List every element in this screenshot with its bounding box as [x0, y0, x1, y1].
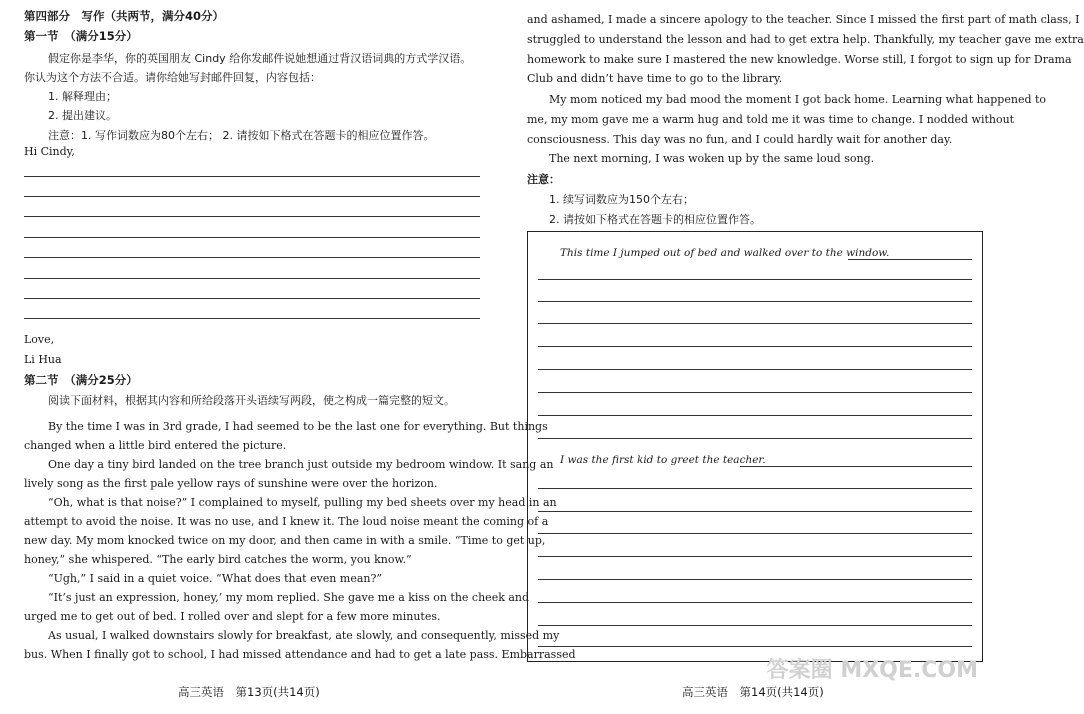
answer-line[interactable]	[538, 533, 972, 534]
paragraph1-opening: This time I jumped out of bed and walked over to the window.	[560, 247, 890, 259]
section2-heading: 第二节 （满分25分）	[24, 373, 138, 387]
answer-line[interactable]	[538, 625, 972, 626]
answer-line[interactable]	[24, 257, 480, 258]
answer-line[interactable]	[538, 488, 972, 489]
note-item2: 2. 请按如下格式在答题卡的相应位置作答。	[549, 213, 761, 226]
section2-prompt: 阅读下面材料，根据其内容和所给段落开头语续写两段，使之构成一篇完整的短文。	[48, 394, 455, 407]
answer-line[interactable]	[24, 237, 480, 238]
story-line: me, my mom gave me a warm hug and told me it was time to change. I nodded without	[527, 113, 1015, 126]
watermark-text: 答案圈 MXQE.COM	[766, 658, 978, 683]
story-line: struggled to understand the lesson and had to get extra help. Thankfully, my teacher gave me extra	[527, 33, 1084, 46]
answer-line[interactable]	[24, 318, 480, 319]
left-page-footer: 高三英语 第13页(共14页)	[178, 685, 320, 699]
answer-line[interactable]	[538, 438, 972, 439]
story-line: The next morning, I was woken up by the same loud song.	[549, 152, 875, 165]
story-line: bus. When I finally got to school, I had missed attendance and had to get a late pass. Embarrassed	[24, 648, 576, 661]
answer-line[interactable]	[538, 511, 972, 512]
note-item1: 1. 续写词数应为150个左右；	[549, 193, 694, 206]
continuation-answer-box	[527, 231, 983, 662]
note-heading: 注意：	[527, 173, 560, 186]
answer-line[interactable]	[538, 369, 972, 370]
answer-line[interactable]	[538, 415, 972, 416]
right-page-footer: 高三英语 第14页(共14页)	[682, 685, 824, 699]
answer-line[interactable]	[538, 279, 972, 280]
answer-line[interactable]	[24, 176, 480, 177]
answer-line[interactable]	[24, 196, 480, 197]
answer-line[interactable]	[538, 602, 972, 603]
section1-item1: 1. 解释理由；	[48, 90, 117, 103]
answer-line[interactable]	[740, 466, 972, 467]
answer-line[interactable]	[538, 392, 972, 393]
story-line: “Ugh,” I said in a quiet voice. “What does that even mean?”	[48, 572, 382, 585]
answer-line[interactable]	[538, 323, 972, 324]
story-line: honey,” she whispered. “The early bird catches the worm, you know.”	[24, 553, 412, 566]
section1-prompt-line1: 假定你是李华，你的英国朋友 Cindy 给你发邮件说她想通过背汉语词典的方式学汉语。	[48, 52, 472, 65]
story-line: One day a tiny bird landed on the tree branch just outside my bedroom window. It sang an	[48, 458, 554, 471]
story-line: attempt to avoid the noise. It was no use, and I knew it. The loud noise meant the coming of a	[24, 515, 549, 528]
story-line: urged me to get out of bed. I rolled over and slept for a few more minutes.	[24, 610, 441, 623]
story-line: As usual, I walked downstairs slowly for breakfast, ate slowly, and consequently, missed my	[48, 629, 560, 642]
section1-heading: 第一节 （满分15分）	[24, 29, 138, 43]
story-line: Club and didn’t have time to go to the library.	[527, 72, 783, 85]
email-greeting: Hi Cindy,	[24, 145, 75, 158]
section1-item2: 2. 提出建议。	[48, 109, 117, 122]
answer-line[interactable]	[538, 346, 972, 347]
answer-line[interactable]	[538, 556, 972, 557]
watermark-logo	[767, 653, 978, 684]
part-heading: 第四部分 写作（共两节，满分40分）	[24, 9, 225, 23]
answer-line[interactable]	[24, 298, 480, 299]
story-line: and ashamed, I made a sincere apology to the teacher. Since I missed the first part of math class, I	[527, 13, 1080, 26]
story-line: consciousness. This day was no fun, and I could hardly wait for another day.	[527, 133, 953, 146]
answer-line[interactable]	[848, 259, 972, 260]
email-closing: Love,	[24, 333, 55, 346]
story-line: new day. My mom knocked twice on my door, and then came in with a smile. “Time to get up,	[24, 534, 546, 547]
email-signature: Li Hua	[24, 353, 62, 366]
story-line: “Oh, what is that noise?” I complained to myself, pulling my bed sheets over my head in an	[48, 496, 557, 509]
story-line: My mom noticed my bad mood the moment I got back home. Learning what happened to	[549, 93, 1047, 106]
story-line: changed when a little bird entered the picture.	[24, 439, 287, 452]
answer-line[interactable]	[538, 646, 972, 647]
story-line: lively song as the first pale yellow rays of sunshine were over the horizon.	[24, 477, 438, 490]
story-line: By the time I was in 3rd grade, I had seemed to be the last one for everything. But things	[48, 420, 548, 433]
section1-note: 注意：1. 写作词数应为80个左右； 2. 请按如下格式在答题卡的相应位置作答。	[48, 129, 435, 142]
answer-line[interactable]	[24, 278, 480, 279]
section1-prompt-line2: 你认为这个方法不合适。请你给她写封邮件回复，内容包括：	[24, 71, 321, 84]
story-line: homework to make sure I mastered the new knowledge. Worse still, I forgot to sign up for Drama	[527, 53, 1072, 66]
answer-line[interactable]	[538, 579, 972, 580]
answer-line[interactable]	[538, 301, 972, 302]
paragraph2-opening: I was the first kid to greet the teacher.	[560, 454, 766, 466]
story-line: “It’s just an expression, honey,’ my mom replied. She gave me a kiss on the cheek and	[48, 591, 530, 604]
answer-line[interactable]	[24, 216, 480, 217]
